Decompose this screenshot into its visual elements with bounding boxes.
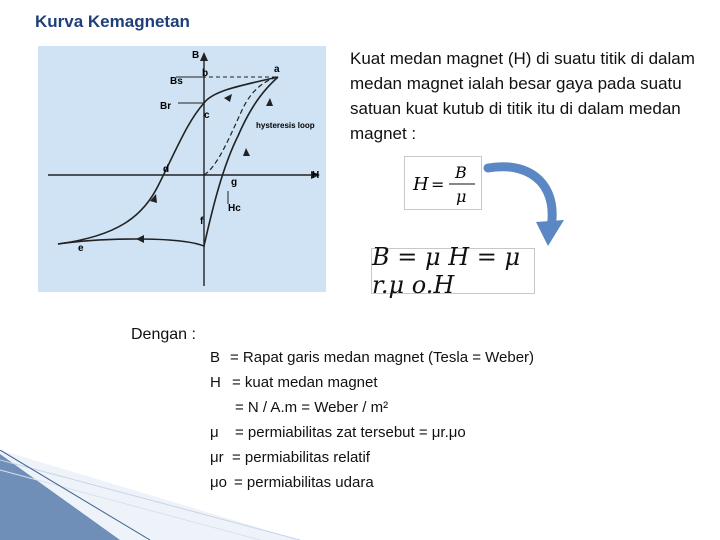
arrow-initial xyxy=(266,98,273,106)
hysteresis-loop-label: hysteresis loop xyxy=(256,121,315,130)
arrow-ga xyxy=(243,148,250,156)
point-b-label: b xyxy=(202,68,209,79)
equation-b-box: B = μ H = μ r.μ o.H xyxy=(371,248,535,294)
eq1-lhs: H xyxy=(413,174,429,195)
definition-symbol: μr xyxy=(210,449,224,466)
slide-title: Kurva Kemagnetan xyxy=(35,12,190,31)
arrow-ab xyxy=(224,94,232,102)
definition-text: = permiabilitas udara xyxy=(234,474,374,491)
definition-text: = N / A.m = Weber / m² xyxy=(235,399,389,416)
definition-symbol: B xyxy=(210,349,221,366)
point-d-label: d xyxy=(163,164,170,175)
equation-h-box xyxy=(404,156,482,210)
arrow-ef xyxy=(136,235,144,243)
hysteresis-figure xyxy=(38,46,326,292)
hysteresis-diagram xyxy=(38,46,326,292)
bs-label: Bs xyxy=(170,76,183,87)
dengan-label: Dengan : xyxy=(131,326,196,343)
point-e-label: e xyxy=(78,243,84,254)
definition-symbol: H xyxy=(210,374,221,391)
br-label: Br xyxy=(160,101,172,112)
eq1-equals: = xyxy=(431,175,445,194)
hc-label: Hc xyxy=(228,203,241,214)
definition-text: = kuat medan magnet xyxy=(232,374,378,391)
definition-symbol: μo xyxy=(210,474,227,491)
equation-h-fraction xyxy=(411,161,479,205)
eq1-numerator: B xyxy=(455,163,467,182)
b-axis-arrowhead xyxy=(200,52,208,61)
definition-symbol: μ xyxy=(210,424,219,441)
point-c-label: c xyxy=(204,110,210,121)
point-f-label: f xyxy=(200,216,204,227)
point-a-label: a xyxy=(274,64,280,75)
axis-h-label: H xyxy=(312,170,320,181)
curved-arrow-icon xyxy=(480,150,570,250)
axis-b-label: B xyxy=(192,50,200,61)
intro-text: Kuat medan magnet (H) di suatu titik di dalam medan magnet ialah besar gaya pada suatu satuan kuat kutub di titik itu di dalam medan magnet : xyxy=(350,49,695,143)
corner-decoration xyxy=(0,450,300,540)
definition-text: = permiabilitas zat tersebut = μr.μo xyxy=(235,424,466,441)
definition-text: = permiabilitas relatif xyxy=(232,449,370,466)
eq1-denominator: μ xyxy=(456,187,467,205)
point-g-label: g xyxy=(231,177,238,188)
definition-text: = Rapat garis medan magnet (Tesla = Weber) xyxy=(230,349,535,366)
